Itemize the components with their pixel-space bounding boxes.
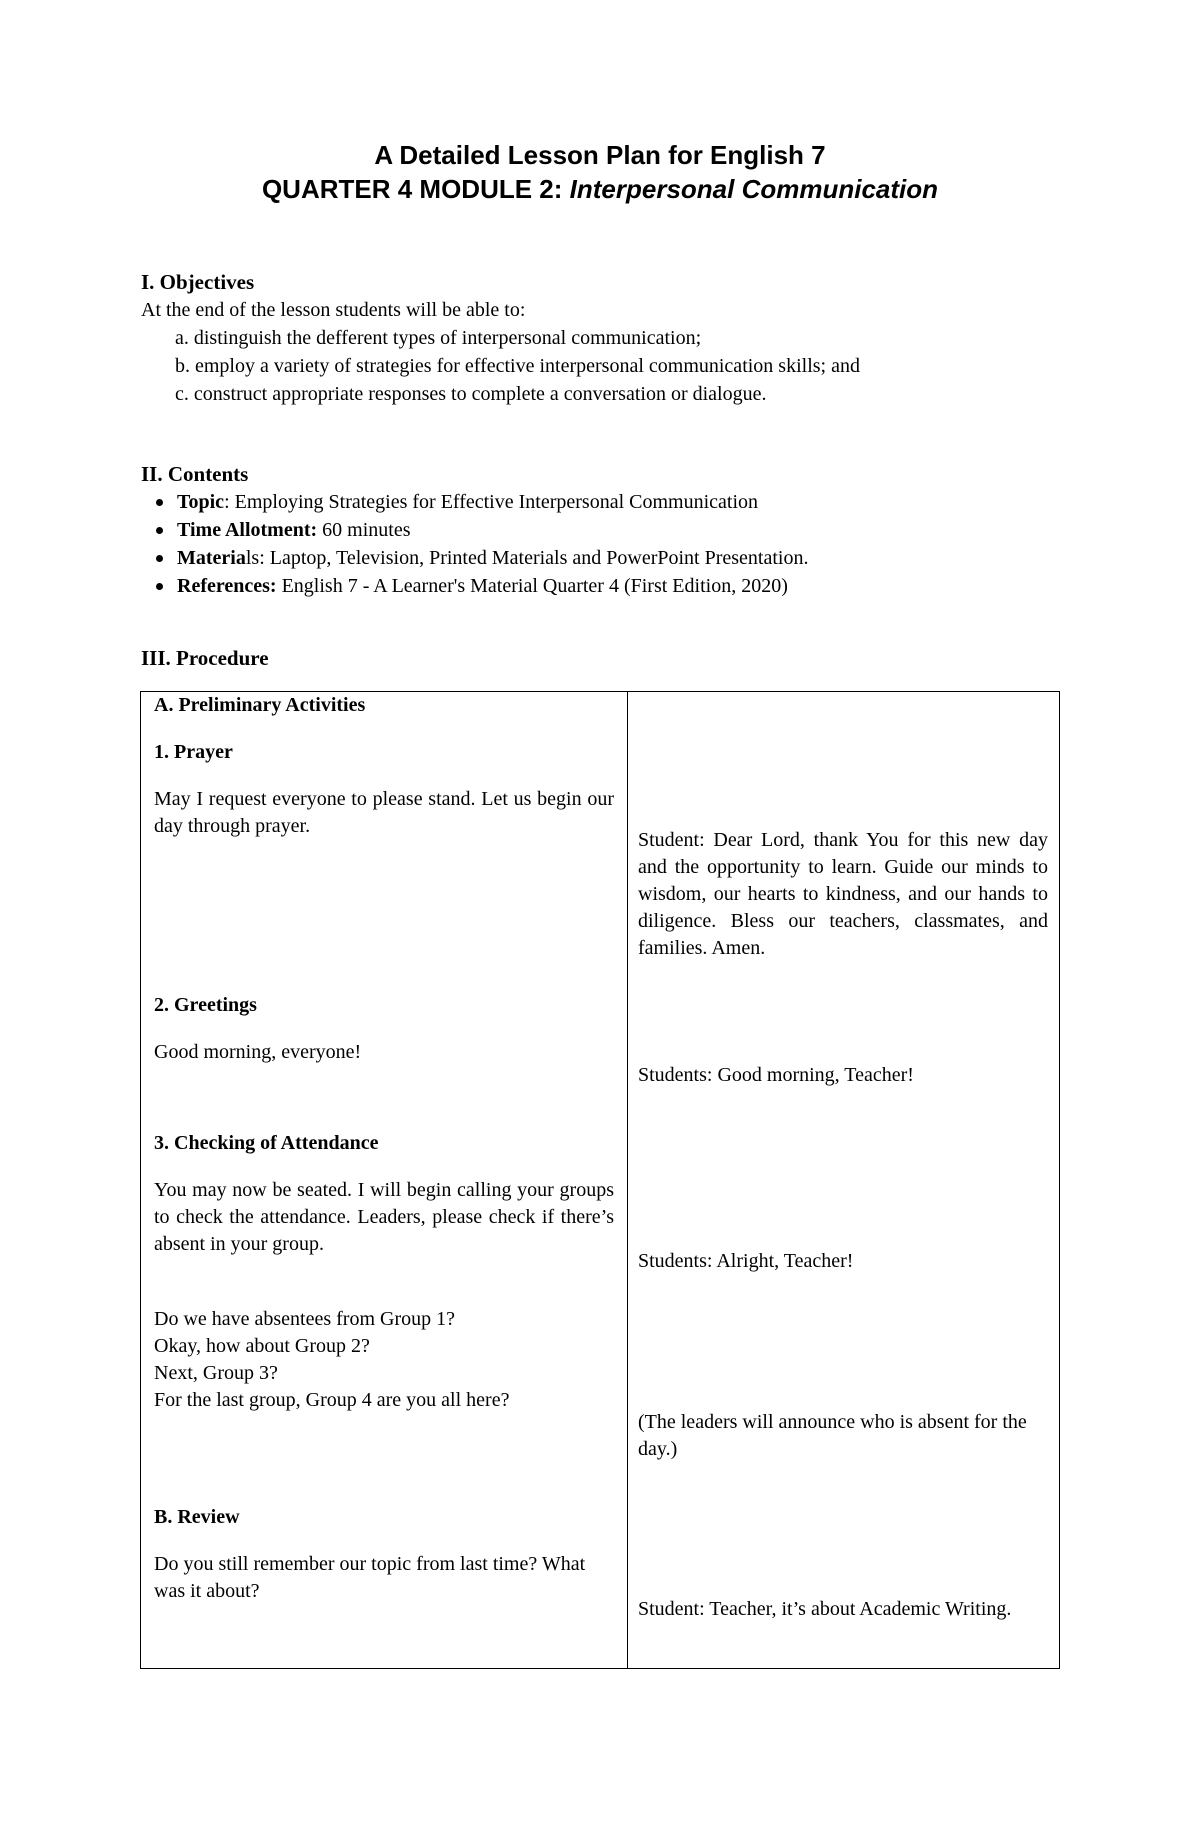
contents-item-label: Materia [177, 547, 246, 569]
attendance-leaders-text: (The leaders will announce who is absent for the day.) [638, 1411, 1027, 1460]
contents-item-label: References: [177, 575, 277, 597]
objective-item: b. employ a variety of strategies for effective interpersonal communication skills; and [175, 355, 860, 377]
contents-section [141, 460, 808, 600]
greetings-heading: 2. Greetings [154, 994, 257, 1016]
attendance-question: For the last group, Group 4 are you all here? [154, 1389, 510, 1411]
procedure-table [140, 691, 1060, 1669]
prayer-student-text: Student: Dear Lord, thank You for this new day and the opportunity to learn. Guide our minds to wisdom, our hearts to kindness, and our hands to diligence. Bless our teachers, classmates, and families. Amen. [638, 829, 1048, 959]
contents-item-time [177, 516, 808, 544]
module-title-topic: Interpersonal Communication [569, 174, 939, 204]
review-teacher-text: Do you still remember our topic from last time? What was it about? [154, 1553, 586, 1602]
contents-list [141, 488, 808, 600]
column-divider [627, 692, 628, 1668]
contents-item-value: Employing Strategies for Effective Interpersonal Communication [234, 491, 759, 513]
greetings-teacher-text: Good morning, everyone! [154, 1041, 362, 1063]
contents-item-value: ls: Laptop, Television, Printed Materials and PowerPoint Presentation. [245, 547, 809, 569]
attendance-teacher-text: You may now be seated. I will begin calling your groups to check the attendance. Leaders, please check if there’s absent in your group. [154, 1179, 614, 1255]
module-title [0, 174, 1200, 205]
attendance-question: Okay, how about Group 2? [154, 1335, 370, 1357]
review-heading: B. Review [154, 1506, 240, 1528]
contents-item-label: Time Allotment: [177, 519, 318, 541]
objective-item: c. construct appropriate responses to complete a conversation or dialogue. [175, 383, 767, 405]
contents-item-sep: : [224, 491, 235, 513]
contents-item-materials [177, 544, 808, 572]
contents-item-topic [177, 488, 808, 516]
objectives-intro: At the end of the lesson students will be able to: [141, 299, 526, 321]
preliminary-heading: A. Preliminary Activities [154, 694, 366, 716]
document-title: A Detailed Lesson Plan for English 7 [374, 140, 826, 170]
contents-item-value: 60 minutes [322, 519, 411, 541]
prayer-heading: 1. Prayer [154, 741, 233, 763]
objective-item: a. distinguish the defferent types of interpersonal communication; [175, 327, 702, 349]
module-title-prefix: QUARTER 4 MODULE 2: [261, 174, 570, 204]
contents-item-value: English 7 - A Learner's Material Quarter 4 (First Edition, 2020) [281, 575, 788, 597]
objectives-section [141, 268, 860, 408]
attendance-student-text: Students: Alright, Teacher! [638, 1250, 854, 1272]
objectives-heading: I. Objectives [141, 270, 255, 294]
contents-heading: II. Contents [141, 462, 249, 486]
procedure-heading: III. Procedure [141, 646, 269, 670]
greetings-student-text: Students: Good morning, Teacher! [638, 1064, 914, 1086]
contents-item-label: Topic [177, 491, 225, 513]
review-student-text: Student: Teacher, it’s about Academic Writing. [638, 1598, 1012, 1620]
attendance-question: Next, Group 3? [154, 1362, 278, 1384]
attendance-questions [154, 1306, 614, 1414]
contents-item-references [177, 572, 808, 600]
attendance-question: Do we have absentees from Group 1? [154, 1308, 456, 1330]
objectives-list [141, 324, 860, 408]
prayer-teacher-text: May I request everyone to please stand. Let us begin our day through prayer. [154, 788, 614, 837]
attendance-heading: 3. Checking of Attendance [154, 1132, 379, 1154]
